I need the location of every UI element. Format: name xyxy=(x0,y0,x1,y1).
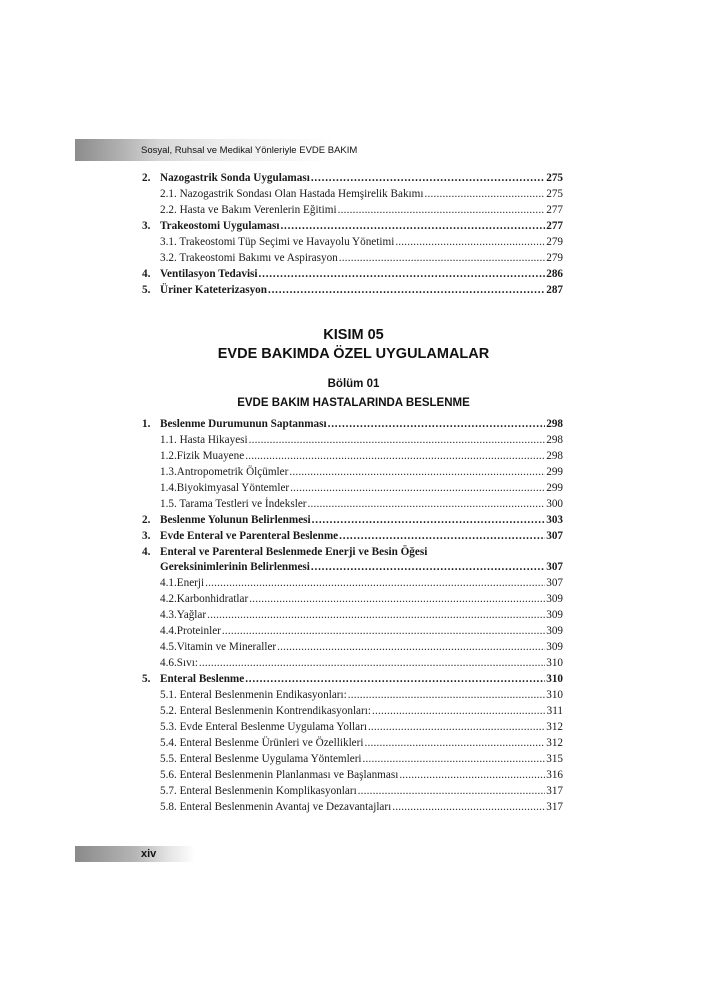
toc-entry[interactable] xyxy=(142,496,563,512)
toc-entry-title: 5.1. Enteral Beslenmenin Endikasyonları: xyxy=(160,689,347,701)
toc-entry-title: 1.5. Tarama Testleri ve İndeksler xyxy=(160,498,307,510)
toc-entry-page: 300 xyxy=(546,498,563,510)
toc-entry-page: 307 xyxy=(546,530,563,542)
toc-leader-dots xyxy=(339,250,545,266)
toc-entry[interactable] xyxy=(142,266,563,282)
toc-entry-line xyxy=(160,719,563,735)
toc-entry-line xyxy=(160,783,563,799)
toc-entry-line xyxy=(160,655,563,671)
toc-entry-title: 2.2. Hasta ve Bakım Verenlerin Eğitimi xyxy=(160,204,337,216)
toc-leader-dots xyxy=(311,559,545,575)
toc-leader-dots xyxy=(338,202,546,218)
toc-entry-line xyxy=(160,575,563,591)
footer-bar xyxy=(75,846,195,862)
toc-entry[interactable] xyxy=(142,751,563,767)
toc-entry-title: 4.4.Proteinler xyxy=(160,625,221,637)
toc-entry[interactable] xyxy=(142,559,563,575)
toc-entry[interactable] xyxy=(142,799,563,815)
toc-entry-title: Evde Enteral ve Parenteral Beslenme xyxy=(160,530,339,542)
toc-entry[interactable] xyxy=(142,735,563,751)
toc-entry-page: 298 xyxy=(546,450,563,462)
toc-entry-title: 5.2. Enteral Beslenmenin Kontrendikasyonları: xyxy=(160,705,371,717)
toc-entry-line xyxy=(160,282,563,298)
toc-entry-page: 310 xyxy=(546,689,563,701)
toc-entry-line xyxy=(160,432,563,448)
part-title: EVDE BAKIMDA ÖZEL UYGULAMALAR xyxy=(217,346,490,362)
toc-entry-page: 303 xyxy=(546,514,563,526)
toc-entry-title: 2.1. Nazogastrik Sondası Olan Hastada Hemşirelik Bakımı xyxy=(160,188,424,200)
toc-entry-page: 286 xyxy=(546,268,563,280)
toc-entry-page: 309 xyxy=(546,625,563,637)
toc-leader-dots xyxy=(277,639,545,655)
toc-entry[interactable] xyxy=(142,767,563,783)
toc-leader-dots xyxy=(372,703,546,719)
toc-entry-number: 4. xyxy=(142,546,151,558)
toc-entry-page: 299 xyxy=(546,482,563,494)
toc-entry-number: 2. xyxy=(142,172,151,184)
toc-entry-title: 4.5.Vitamin ve Mineraller xyxy=(160,641,277,653)
toc-entry[interactable] xyxy=(142,591,563,607)
toc-entry-number: 2. xyxy=(142,514,151,526)
toc-leader-dots xyxy=(199,655,545,671)
toc-entry-line xyxy=(160,799,563,815)
toc-leader-dots xyxy=(363,751,546,767)
toc-entry-page: 287 xyxy=(546,284,563,296)
toc-entry-title: 1.3.Antropometrik Ölçümler xyxy=(160,466,289,478)
toc-entry-line xyxy=(160,703,563,719)
toc-entry-title: Enteral ve Parenteral Beslenmede Enerji ve Besin Öğesi xyxy=(160,546,428,558)
toc-entry-number: 5. xyxy=(142,673,151,685)
toc-entry-line xyxy=(160,623,563,639)
toc-entry-page: 310 xyxy=(546,673,563,685)
toc-leader-dots xyxy=(290,480,545,496)
toc-entry-page: 309 xyxy=(546,641,563,653)
toc-entry-line xyxy=(160,448,563,464)
toc-entry-line xyxy=(160,496,563,512)
toc-entry-title: Enteral Beslenme xyxy=(160,673,245,685)
toc-leader-dots xyxy=(392,799,545,815)
toc-leader-dots xyxy=(339,528,545,544)
running-header: Sosyal, Ruhsal ve Medikal Yönleriyle EVDE BAKIM xyxy=(141,145,358,156)
toc-entry-title: Nazogastrik Sonda Uygulaması xyxy=(160,172,310,184)
toc-entry-page: 307 xyxy=(546,561,563,573)
toc-entry-page: 275 xyxy=(546,188,563,200)
toc-entry-title: Beslenme Yolunun Belirlenmesi xyxy=(160,514,311,526)
toc-leader-dots xyxy=(368,719,545,735)
toc-entry-page: 277 xyxy=(546,204,563,216)
toc-entry-line xyxy=(160,186,563,202)
toc-leader-dots xyxy=(268,282,545,298)
toc-leader-dots xyxy=(312,512,546,528)
toc-entry-title: 1.1. Hasta Hikayesi xyxy=(160,434,248,446)
toc-entry-page: 298 xyxy=(546,418,563,430)
toc-entry-line xyxy=(160,250,563,266)
toc-entry-page: 315 xyxy=(546,753,563,765)
toc-leader-dots xyxy=(328,416,546,432)
part-label: KISIM 05 xyxy=(323,327,384,343)
toc-entry-page: 279 xyxy=(546,236,563,248)
toc-entry[interactable] xyxy=(142,448,563,464)
toc-entry[interactable] xyxy=(142,186,563,202)
toc-entry[interactable] xyxy=(142,703,563,719)
toc-entry-title: Üriner Kateterizasyon xyxy=(160,284,267,296)
toc-entry-page: 317 xyxy=(546,801,563,813)
toc-entry[interactable] xyxy=(142,544,563,559)
toc-entry-line xyxy=(160,512,563,528)
toc-leader-dots xyxy=(364,735,545,751)
toc-entry-line xyxy=(160,528,563,544)
toc-entry-number: 5. xyxy=(142,284,151,296)
toc-entry-number: 4. xyxy=(142,268,151,280)
toc-entry-title: Beslenme Durumunun Saptanması xyxy=(160,418,327,430)
toc-entry-line xyxy=(160,639,563,655)
chapter-label: Bölüm 01 xyxy=(327,378,380,390)
toc-entry-line xyxy=(160,218,563,234)
toc-section-top xyxy=(142,170,563,298)
toc-entry-title: 5.3. Evde Enteral Beslenme Uygulama Yolları xyxy=(160,721,367,733)
toc-entry-line xyxy=(160,687,563,703)
toc-leader-dots xyxy=(395,234,545,250)
toc-entry-line xyxy=(160,591,563,607)
toc-entry-title: 5.7. Enteral Beslenmenin Komplikasyonları xyxy=(160,785,357,797)
toc-entry[interactable] xyxy=(142,234,563,250)
toc-entry-title: 4.6.Sıvı: xyxy=(160,657,198,669)
toc-leader-dots xyxy=(205,575,545,591)
toc-entry-title: 5.8. Enteral Beslenmenin Avantaj ve Dezavantajları xyxy=(160,801,392,813)
toc-entry-title: Gereksinimlerinin Belirlenmesi xyxy=(160,561,310,573)
toc-entry-title: Trakeostomi Uygulaması xyxy=(160,220,280,232)
toc-leader-dots xyxy=(259,266,546,282)
page-number: xiv xyxy=(141,848,157,860)
toc-entry-line xyxy=(160,735,563,751)
toc-entry-title: 5.4. Enteral Beslenme Ürünleri ve Özellikleri xyxy=(160,737,364,749)
toc-entry-number: 3. xyxy=(142,530,151,542)
toc-entry-line xyxy=(160,607,563,623)
toc-entry-page: 277 xyxy=(546,220,563,232)
toc-entry[interactable] xyxy=(142,464,563,480)
toc-entry-line xyxy=(160,416,563,432)
toc-entry-page: 312 xyxy=(546,737,563,749)
chapter-title: EVDE BAKIM HASTALARINDA BESLENME xyxy=(237,397,470,409)
toc-entry-line xyxy=(160,170,563,186)
toc-leader-dots xyxy=(289,464,545,480)
toc-entry-title: 5.6. Enteral Beslenmenin Planlanması ve Başlanması xyxy=(160,769,399,781)
toc-entry-number: 3. xyxy=(142,220,151,232)
toc-entry-title: Ventilasyon Tedavisi xyxy=(160,268,258,280)
toc-entry[interactable] xyxy=(142,480,563,496)
toc-entry[interactable] xyxy=(142,623,563,639)
toc-entry-title: 4.2.Karbonhidratlar xyxy=(160,593,249,605)
toc-entry[interactable] xyxy=(142,416,563,432)
toc-entry-line xyxy=(160,464,563,480)
toc-entry-title: 1.2.Fizik Muayene xyxy=(160,450,245,462)
toc-leader-dots xyxy=(308,496,546,512)
toc-entry-line xyxy=(160,234,563,250)
toc-entry-line xyxy=(160,767,563,783)
toc-entry[interactable] xyxy=(142,528,563,544)
toc-leader-dots xyxy=(207,607,545,623)
toc-entry-line xyxy=(160,544,427,560)
toc-leader-dots xyxy=(348,687,545,703)
toc-entry-page: 310 xyxy=(546,657,563,669)
toc-entry-line xyxy=(160,559,563,575)
toc-entry-title: 3.1. Trakeostomi Tüp Seçimi ve Havayolu Yönetimi xyxy=(160,236,395,248)
toc-entry[interactable] xyxy=(142,512,563,528)
toc-entry[interactable] xyxy=(142,655,563,671)
toc-entry[interactable] xyxy=(142,783,563,799)
toc-leader-dots xyxy=(280,218,545,234)
toc-entry[interactable] xyxy=(142,250,563,266)
toc-entry[interactable] xyxy=(142,202,563,218)
toc-entry[interactable] xyxy=(142,639,563,655)
toc-leader-dots xyxy=(311,170,545,186)
toc-section-main xyxy=(142,416,563,815)
toc-leader-dots xyxy=(222,623,545,639)
toc-entry[interactable] xyxy=(142,432,563,448)
toc-entry-page: 311 xyxy=(546,705,563,717)
toc-leader-dots xyxy=(249,432,546,448)
toc-entry[interactable] xyxy=(142,719,563,735)
toc-entry-page: 312 xyxy=(546,721,563,733)
toc-entry-line xyxy=(160,480,563,496)
toc-leader-dots xyxy=(245,448,545,464)
toc-leader-dots xyxy=(358,783,546,799)
toc-entry-page: 316 xyxy=(546,769,563,781)
toc-entry-page: 307 xyxy=(546,577,563,589)
toc-entry-number: 1. xyxy=(142,418,151,430)
toc-entry[interactable] xyxy=(142,282,563,298)
toc-leader-dots xyxy=(249,591,545,607)
toc-leader-dots xyxy=(245,671,545,687)
toc-entry-title: 5.5. Enteral Beslenme Uygulama Yöntemleri xyxy=(160,753,362,765)
toc-entry-page: 317 xyxy=(546,785,563,797)
toc-entry-page: 309 xyxy=(546,593,563,605)
toc-entry-line xyxy=(160,202,563,218)
toc-entry-title: 3.2. Trakeostomi Bakımı ve Aspirasyon xyxy=(160,252,338,264)
toc-entry[interactable] xyxy=(142,575,563,591)
toc-entry-line xyxy=(160,266,563,282)
toc-entry-line xyxy=(160,671,563,687)
toc-entry-title: 1.4.Biyokimyasal Yöntemler xyxy=(160,482,290,494)
toc-entry[interactable] xyxy=(142,170,563,186)
toc-entry-page: 275 xyxy=(546,172,563,184)
toc-leader-dots xyxy=(424,186,545,202)
toc-entry[interactable] xyxy=(142,671,563,687)
toc-entry-line xyxy=(160,751,563,767)
toc-entry-page: 299 xyxy=(546,466,563,478)
toc-entry-title: 4.3.Yağlar xyxy=(160,609,207,621)
toc-entry[interactable] xyxy=(142,218,563,234)
toc-entry-page: 279 xyxy=(546,252,563,264)
toc-leader-dots xyxy=(399,767,545,783)
toc-entry-page: 309 xyxy=(546,609,563,621)
toc-entry[interactable] xyxy=(142,687,563,703)
toc-entry[interactable] xyxy=(142,607,563,623)
toc-entry-title: 4.1.Enerji xyxy=(160,577,205,589)
toc-entry-page: 298 xyxy=(546,434,563,446)
